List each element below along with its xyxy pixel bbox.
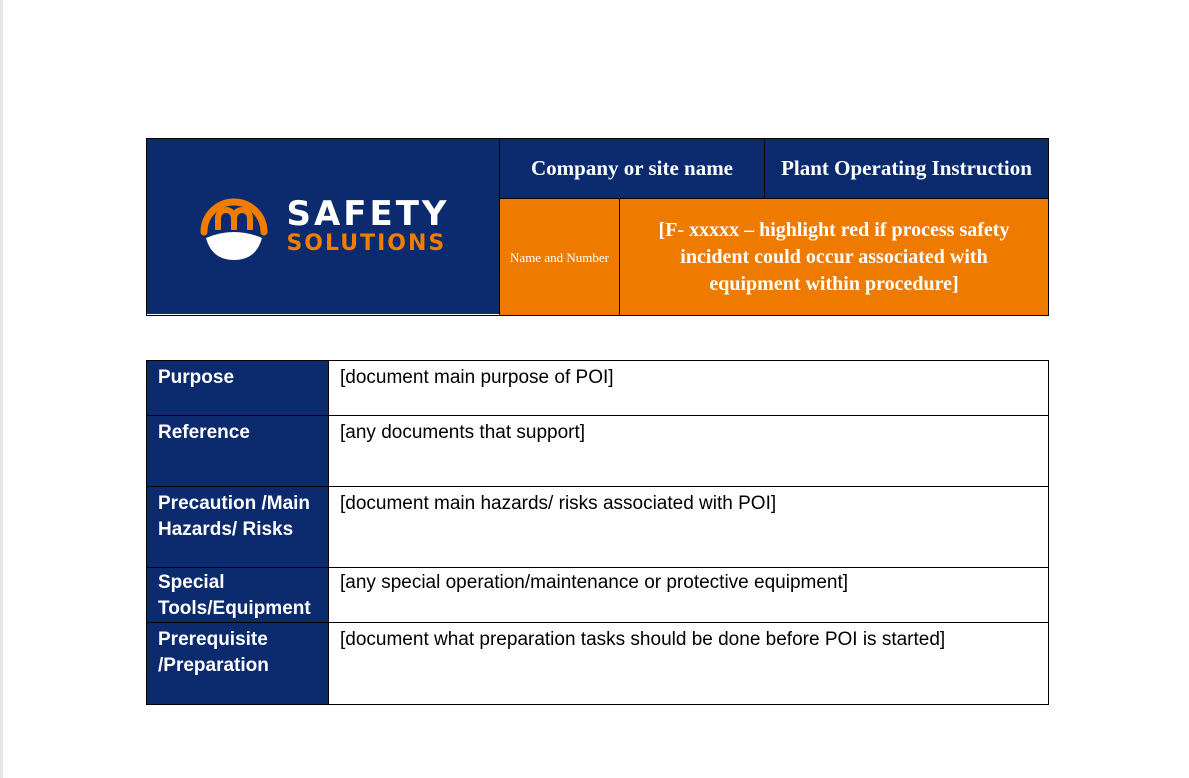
company-logo [196, 188, 449, 264]
logo-wordmark-solutions: SOLUTIONS [286, 231, 447, 256]
company-site-name: Company or site name [500, 139, 765, 199]
section-label-prerequisite: Prerequisite /Preparation [147, 623, 329, 705]
section-label-purpose: Purpose [147, 361, 329, 416]
table-row [147, 487, 1049, 568]
table-row [147, 416, 1049, 487]
logo-cell [147, 139, 500, 315]
header-top-row [500, 139, 1048, 199]
section-label-special-tools: Special Tools/Equipment [147, 568, 329, 623]
table-row [147, 568, 1049, 623]
section-value-purpose: [document main purpose of POI] [329, 361, 1049, 416]
section-value-reference: [any documents that support] [329, 416, 1049, 487]
section-value-precaution: [document main hazards/ risks associated with POI] [329, 487, 1049, 568]
shield-hardhat-icon [196, 188, 272, 264]
section-label-reference: Reference [147, 416, 329, 487]
document-type-title: Plant Operating Instruction [765, 139, 1048, 199]
header-table [146, 138, 1049, 316]
logo-wordmark-safety: SAFETY [286, 194, 450, 234]
section-label-precaution: Precaution /Main Hazards/ Risks [147, 487, 329, 568]
page-edge-divider [0, 0, 3, 778]
section-value-special-tools: [any special operation/maintenance or protective equipment] [329, 568, 1049, 623]
table-row [147, 361, 1049, 416]
document-code-placeholder: [F- xxxxx – highlight red if process safety incident could occur associated with equipment within procedure] [620, 199, 1048, 315]
table-row [147, 623, 1049, 705]
section-value-prerequisite: [document what preparation tasks should be done before POI is started] [329, 623, 1049, 705]
name-and-number-label: Name and Number [500, 199, 620, 315]
poi-info-table [146, 360, 1049, 705]
